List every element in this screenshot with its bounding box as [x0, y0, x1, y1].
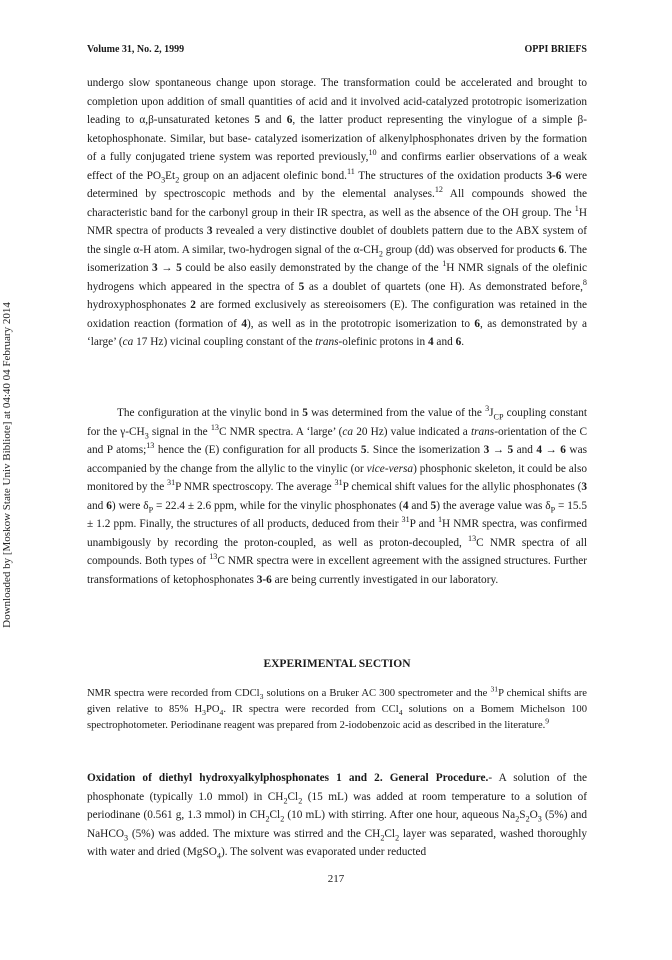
results-paragraph-2: The configuration at the vinylic bond in 5 was determined from the value of the $^3J_{CP}$ coupling constant for the $\gamma-CH_3$ signal in the $^{13}$C NMR spectra. A ‘large’ (ca 20 Hz) value indicated a trans-orientation of the C and P atoms;$^{13}$ hence the (E) configuration for all products 5. Since the isomerization 3 → 5 and 4 → 6 was accompanied by the change from the allylic to the vinylic (or vice-versa) phosphonic skeleton, it could be also monitored by the $^{31}$P NMR spectroscopy. The average $^{31}$P chemical shift values for the allylic phosphonates (3 and 6) were $\delta_P = 22.4 \pm 2.6$ ppm, while for the vinylic phosphonates (4 and 5) the average value was $\delta_P = 15.5 \pm 1.2$ ppm. Finally, the structures of all products, deduced from their $^{31}$P and $^1$H NMR spectra, was confirmed unambigously by recording the proton-coupled, as well as proton-decoupled, $^{13}$C NMR spectra of all compounds. Both types of $^{13}$C NMR spectra were in excellent agreement with the assigned structures. Further transformations of ketophosphonates 3-6 are being currently investigated in our laboratory.	[87, 404, 588, 586]
download-notice	[0, 0, 14, 960]
journal-volume: Volume 31, No. 2, 1999	[87, 44, 185, 55]
experimental-general-paragraph: NMR spectra were recorded from CDCl$_3$ solutions on a Bruker AC 300 spectrometer and the $^{31}$P chemical shifts are given relative to 85% $H_3PO_4$. IR spectra were recorded from CCl$_4$ solutions on a Bomem Michelson 100 spectrophotometer. Periodinane reagent was prepared from 2-iodobenzoic acid as described in the literature.$^9$	[87, 684, 588, 732]
section-title: EXPERIMENTAL SECTION	[263, 658, 411, 670]
page-number: 217	[327, 873, 345, 885]
procedure-paragraph: Oxidation of diethyl hydroxyalkylphosphonates 1 and 2. General Procedure.- A solution of the phosphonate (typically 1.0 mmol) in $CH_2Cl_2$ (15 mL) was added at room temperature to a solution of periodinane (0.561 g, 1.3 mmol) in $CH_2Cl_2$ (10 mL) with stirring. After one hour, aqueous $Na_2S_2O_3$ (5%) and NaHCO$_3$ (5%) was added. The mixture was stirred and the $CH_2Cl_2$ layer was separated, washed thoroughly with water and dried (MgSO$_4$). The solvent was evaporated under reducted	[87, 772, 587, 861]
results-paragraph-1: undergo slow spontaneous change upon storage. The transformation could be accelerated and brought to completion upon addition of small quantities of acid and it involved acid-catalyzed prototropic isomerization leading to α,β-unsaturated ketones 5 and 6, the latter product representing the vinylogue of a simple β-ketophosphonate. Similar, but base- catalyzed isomerization of alkenylphosphonates driven by the formation of a fully conjugated triene system was reported previously,$^{10}$ and confirms earlier observations of a weak effect of the $PO_3Et_2$ group on an adjacent olefinic bond.$^{11}$ The structures of the oxidation products 3-6 were determined by spectroscopic methods and by the elemental analyses.$^{12}$ All compounds showed the characteristic band for the carbonyl group in their IR spectra, as well as the absence of the OH group. The $^1$H NMR spectra of products 3 revealed a very distinctive doublet of doublets pattern due to the ABX system of the single α-H atom. A similar, two-hydrogen signal of the $\alpha-CH_2$ group (dd) was observed for products 6. The isomerization 3 → 5 could be also easily demonstrated by the change of the $^1$H NMR signals of the olefinic hydrogens which appeared in the spectra of 5 as a doublet of quartets (one H). As demonstrated before,$^8$ hydroxyphosphonates 2 are formed exclusively as stereoisomers (E). The configuration was retained in the oxidation reaction (formation of 4), as well as in the prototropic isomerization to 6, as demonstrated by a ‘large’ (ca 17 Hz) vicinal coupling constant of the trans-olefinic protons in 4 and 6.	[87, 77, 588, 348]
running-header	[87, 44, 587, 58]
journal-section: OPPI BRIEFS	[524, 44, 587, 55]
download-notice-text: Downloaded by [Moskow State Univ Bibliote] at 04:40 04 February 2014	[1, 302, 13, 628]
procedure-heading: Oxidation of diethyl hydroxyalkylphosphonates 1 and 2. General Procedure.	[87, 772, 489, 784]
